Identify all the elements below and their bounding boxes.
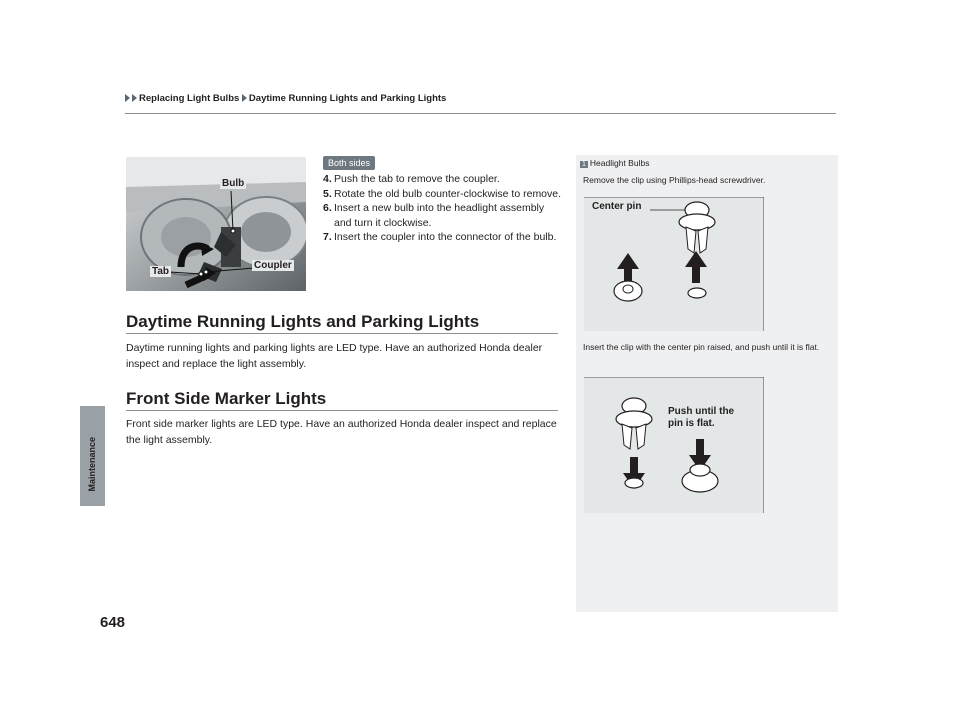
breadcrumb-arrow-icon	[125, 94, 130, 102]
note-text-insert: Insert the clip with the center pin raised, and push until it is flat.	[583, 342, 820, 352]
page-number: 648	[100, 614, 126, 631]
section-heading-drl: Daytime Running Lights and Parking Lights	[126, 312, 480, 331]
list-item: 6. Insert a new bulb into the headlight assembly and turn it clockwise.	[323, 202, 545, 229]
photo-label-coupler: Coupler	[254, 260, 292, 271]
breadcrumb-item-daytime-running-lights[interactable]: Daytime Running Lights and Parking Lights	[248, 93, 447, 104]
steps-list	[323, 172, 563, 245]
clip-removal-figure	[584, 197, 764, 331]
section-heading-side-marker: Front Side Marker Lights	[126, 389, 327, 408]
list-item: 7. Insert the coupler into the connector of the bulb.	[323, 231, 557, 243]
note-title: 1 Headlight Bulbs	[582, 158, 650, 168]
list-item: 5. Rotate the old bulb counter-clockwise to remove.	[323, 187, 562, 200]
photo-label-bulb: Bulb	[222, 178, 245, 189]
section-rule	[126, 410, 558, 411]
header-rule	[125, 113, 836, 114]
chapter-side-label: Maintenance	[87, 437, 97, 492]
list-item: 4. Push the tab to remove the coupler.	[323, 173, 500, 185]
note-text-remove: Remove the clip using Phillips-head screwdriver.	[583, 175, 766, 185]
section-rule	[126, 333, 558, 334]
note-number-badge: 1	[582, 161, 586, 168]
clip-insert-figure	[584, 377, 764, 513]
section-body-side-marker: Front side marker lights are LED type. Have an authorized Honda dealer inspect and replace the light assembly.	[126, 418, 557, 446]
breadcrumb-arrow-icon	[132, 94, 137, 102]
section-body-drl: Daytime running lights and parking lights are LED type. Have an authorized Honda dealer inspect and replace the light assembly.	[126, 342, 543, 370]
headlight-photo	[126, 157, 306, 291]
figure-label-center-pin: Center pin	[592, 201, 642, 212]
breadcrumb-item-replacing-light-bulbs[interactable]: Replacing Light Bulbs	[139, 93, 240, 104]
breadcrumb	[125, 93, 446, 104]
both-sides-badge: Both sides	[323, 156, 375, 170]
photo-label-tab: Tab	[152, 266, 170, 277]
figure-label-push-until-flat: Push until the pin is flat.	[668, 406, 735, 429]
breadcrumb-arrow-icon	[242, 94, 247, 102]
